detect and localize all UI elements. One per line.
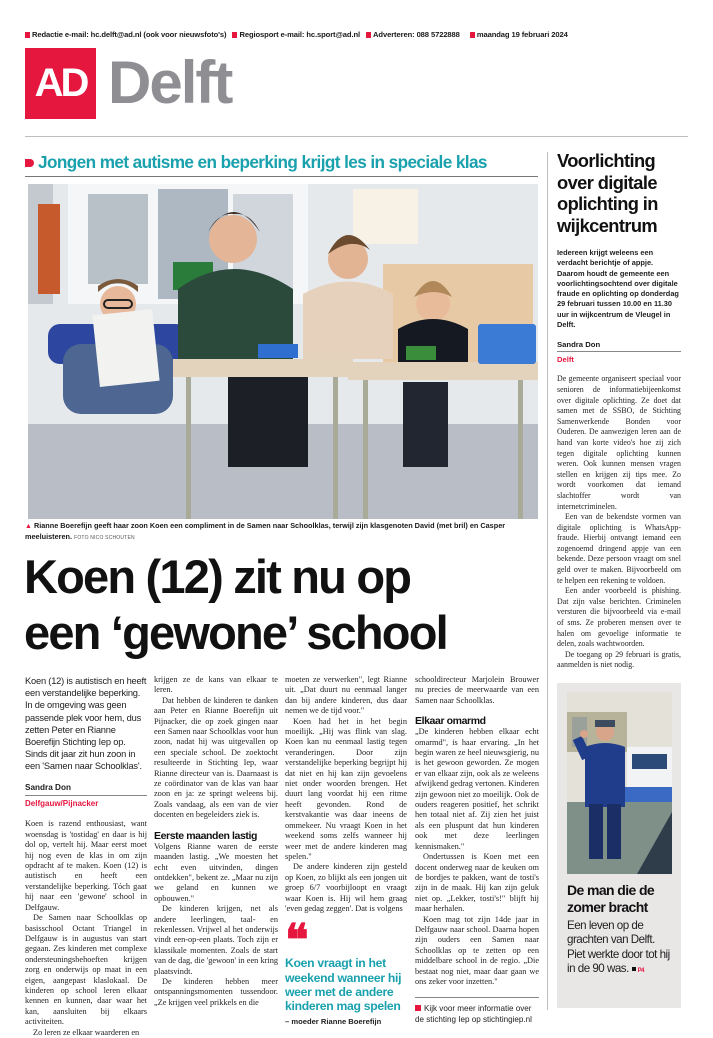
body-paragraph: „De kinderen hebben elkaar echt omarmd", is haar ervaring. „In het begin waren ze heel nieuwsgierig, nu is het gewoon geworden. Ze mogen er van elkaar zijn, ook als ze weleens afwijkend gedrag vertonen. Kinderen zijn gewoon niet zo moeilijk. Ook de ouders reageren positief, het schrikt hen totaal niet af. Zij zien het juist als een pluspunt dat hun kinderen ook met deze leerlingen kennismaken."	[415, 727, 539, 851]
teaser-description: Een leven op de grachten van Delft. Piet werkte door tot hij in de 90 was. P4	[567, 919, 670, 975]
bullet-square-icon	[25, 32, 30, 38]
body-paragraph: Dat hebben de kinderen te danken aan Peter en Rianne Boerefijn uit Pijnacker, die op zoek gingen naar een Samen naar Schoolklas voor hun zoon, nadat hij was uitgevallen op een speciale school. De zoektocht resulteerde in Stichting Iep, waar Rianne directeur van is. Daarnaast is ze coördinator van de klas van haar zoon en ja: ze springt weleens bij. Zoals vandaag, als een van de vier docenten en begeleiders ziek is.	[154, 695, 278, 820]
caption-triangle-icon: ▲	[25, 523, 32, 530]
article-column-2	[154, 675, 278, 1008]
article-location: Delfgauw/Pijnacker	[25, 799, 99, 809]
sidebar-divider	[547, 152, 548, 1010]
edition-title: Delft	[108, 49, 232, 116]
ad-logo[interactable]: AD	[25, 48, 96, 119]
body-paragraph: Een ander voorbeeld is phishing. Dat zijn valse berichten. Criminelen versturen die bijvoorbeeld via e-mail of sms. Ze proberen mensen over te halen om gevoelige informatie te delen, zoals wachtwoorden.	[557, 586, 681, 649]
topbar-sport-email: Regiosport e-mail: hc.sport@ad.nl	[232, 30, 360, 39]
body-paragraph: De gemeente organiseert speciaal voor senioren de informatiebijeenkomst over digitale oplichting. Ze doet dat samen met de SSBO, de Stichting Samenwerkende Bonden voor Ouderen. De aanwezigen leren aan de hand van korte video's hoe zij zich tegen digitale oplichting kunnen weren. Ook kunnen mensen vragen stellen en krijgen zij tips mee. Zo wordt voorkomen dat iemand slachtoffer wordt van internetcriminelen.	[557, 374, 681, 511]
photo-credit: FOTO NICO SCHOUTEN	[74, 535, 135, 541]
headline-line-2: een ‘gewone’ school	[24, 606, 447, 659]
body-paragraph: De kinderen hebben meer ontspanningsmomenten tussendoor. „Ze krijgen veel prikkels en die	[154, 976, 278, 1007]
body-paragraph: krijgen ze de kans van elkaar te leren.	[154, 675, 278, 695]
body-paragraph: Koen mag tot zijn 14de jaar in Delfgauw naar school. Daarna hopen zijn ouders een Samen naar Schoolklas op te zetten op een middelbare school in de regio. „Die bestaat nog niet, maar daar gaan we ons zeker voor inzetten."	[415, 914, 539, 986]
top-info-bar	[25, 30, 572, 39]
article-column-4	[415, 675, 539, 1025]
body-paragraph: Ondertussen is Koen met een docent onderweg naar de keuken om de bordjes te pakken, want de tosti's zijn in de maak. Hij kan zijn geluk niet op. „Lekker, tosti's!" blijft hij maar herhalen.	[415, 852, 539, 914]
headline-line-1: Koen (12) zit nu op	[24, 550, 411, 603]
main-headline	[24, 549, 544, 661]
kicker-divider	[25, 176, 538, 177]
article-byline: Sandra Don	[25, 783, 147, 796]
body-paragraph: Koen is razend enthousiast, want woensdag is 'tostidag' en daar is hij dol op, vertelt hij. Maar eerst moet hij nog even de klas in om zijn opdracht af te maken. Koen (12) is autistisch en heeft een verstandelijke beperking. Tóch gaat hij naar een 'gewone' school in Delfgauw.	[25, 819, 147, 912]
article-column-1	[25, 675, 147, 1038]
pull-quote-text: Koen vraagt in het weekend wanneer hij weer met de andere kinderen mag spelen	[285, 956, 402, 1013]
body-paragraph: schooldirecteur Marjolein Brouwer nu precies de meerwaarde van een Samen naar Schoolklas.	[415, 675, 539, 705]
pull-quote	[285, 916, 407, 1027]
subheading-first-months: Eerste maanden lastig	[154, 829, 258, 842]
body-paragraph: De toegang op 29 februari is gratis, aanmelden is niet nodig.	[557, 649, 681, 670]
body-paragraph: De kinderen krijgen, net als andere leerlingen, taal- en rekenlessen. Vrijwel al het onderwijs vindt een-op-een plaats. Toch zijn er klassikale momenten. Zoals de start van de dag, die 'gewoon' in een kring plaatsvindt.	[154, 904, 278, 976]
topbar-advertising: Adverteren: 088 5722888	[366, 30, 460, 39]
sidebar-article	[557, 150, 681, 671]
page-ref-bullet-icon	[632, 967, 636, 971]
boatman-photo-illustration	[567, 692, 672, 874]
article-intro: Koen (12) is autistisch en heeft een verstandelijke beperking. In de omgeving was geen passende plek voor hem, dus zetten Peter en Rianne Boerefijn Stichting Iep op. Sinds dit jaar zit hun zoon in een 'Samen naar Schoolklas'.	[25, 676, 147, 772]
subheading-embraced: Elkaar omarmd	[415, 715, 486, 728]
bullet-square-icon	[366, 32, 371, 38]
sidebar-body	[557, 374, 681, 671]
page-reference[interactable]: P4	[632, 968, 644, 974]
body-paragraph: Zo leren ze elkaar waarderen en	[33, 1027, 140, 1037]
info-bullet-icon	[415, 1005, 421, 1011]
classroom-photo-illustration	[28, 184, 538, 519]
body-paragraph: moeten ze verwerken", legt Rianne uit. „Dat duurt nu eenmaal langer dan bij andere kinderen, dus daar nemen we de tijd voor."	[285, 675, 407, 716]
body-paragraph: De Samen naar Schoolklas op basisschool Octant Triangel in Delfgauw is in augustus van start gegaan. Zes kinderen met complexe ondersteuningsbehoeften krijgen zorg en onderwijs op maat in een eigen, aangepast klaslokaal. De kinderen op school leren elkaar kennen en kunnen, daar waar het kan, aansluiten bij elkaars activiteiten.	[25, 913, 147, 1027]
teaser-title: De man die de zomer bracht	[567, 882, 655, 915]
body-paragraph: Een van de bekendste vormen van digitale oplichting is WhatsApp-fraude. Hierbij ontvangt iemand een zogenoemd dringend appje van een bekende. Deze persoon vraagt om snel geld over te maken. Bijvoorbeeld om te helpen een rekening te voldoen.	[557, 512, 681, 585]
topbar-editorial-email: Redactie e-mail: hc.delft@ad.nl (ook voor nieuwsfoto's)	[25, 30, 226, 39]
photo-caption: ▲ Rianne Boerefijn geeft haar zoon Koen een compliment in de Samen naar Schoolklas, terwijl zijn klasgenoten David (met bril) en Casper meeluisteren. FOTO NICO SCHOUTEN	[25, 521, 506, 541]
sidebar-headline: Voorlichting over digitale oplichting in wijkcentrum	[557, 150, 658, 236]
teaser-photo	[567, 692, 672, 874]
quote-mark-icon: ❝	[285, 916, 305, 966]
bullet-square-icon	[470, 32, 475, 38]
masthead-divider	[25, 136, 688, 137]
article-kicker: Jongen met autisme en beperking krijgt les in speciale klas	[25, 152, 538, 173]
sidebar-lead: Iedereen krijgt weleens een verdacht berichtje of appje. Daarom houdt de gemeente een voorlichtingsochtend over digitale fraude en oplichting op donderdag 29 februari tussen 10.00 en 11.30 uur in wijkcentrum de Vleugel in Delft.	[557, 248, 679, 330]
kicker-bullet-icon	[25, 159, 34, 167]
topbar-date: maandag 19 februari 2024	[470, 30, 568, 39]
sidebar-location: Delft	[557, 355, 574, 365]
pull-quote-source: – moeder Rianne Boerefijn	[285, 1017, 382, 1027]
masthead	[25, 47, 231, 119]
article-column-3	[285, 675, 407, 1028]
sidebar-byline: Sandra Don	[557, 340, 681, 352]
body-paragraph: De andere kinderen zijn gesteld op Koen, zo blijkt als een jongen uit groep 6/7 voorbijloopt en vraagt waar Koen is. Hij wil hem graag 'even gedag zeggen'. Dat is volgens	[285, 862, 407, 913]
body-paragraph: Koen had het in het begin moeilijk. „Hij was flink van slag. Koen kan nu eenmaal lastig tegen veranderingen. Door zijn verstandelijke beperking begrijpt hij dat niet en hij kan zijn gevoelens niet onder woorden brengen. Het duurt lang voordat hij een ritme heeft gevonden. Rond de kerstvakantie was daar ineens de ommekeer. Nu vraagt Koen in het weekend soms zelfs wanneer hij weer met de andere kinderen mag spelen."	[285, 716, 407, 861]
main-article-photo[interactable]	[28, 184, 538, 519]
more-info-box[interactable]: Kijk voor meer informatie over de stichting Iep op stichtingiep.nl	[415, 997, 539, 1025]
teaser-box[interactable]	[557, 683, 681, 1008]
bullet-square-icon	[232, 32, 237, 38]
body-paragraph: Volgens Rianne waren de eerste maanden lastig. „We moesten het echt even uitvinden, dingen ontdekken", bekent ze. „Maar nu zijn we geland en kunnen we opbouwen."	[154, 841, 278, 903]
